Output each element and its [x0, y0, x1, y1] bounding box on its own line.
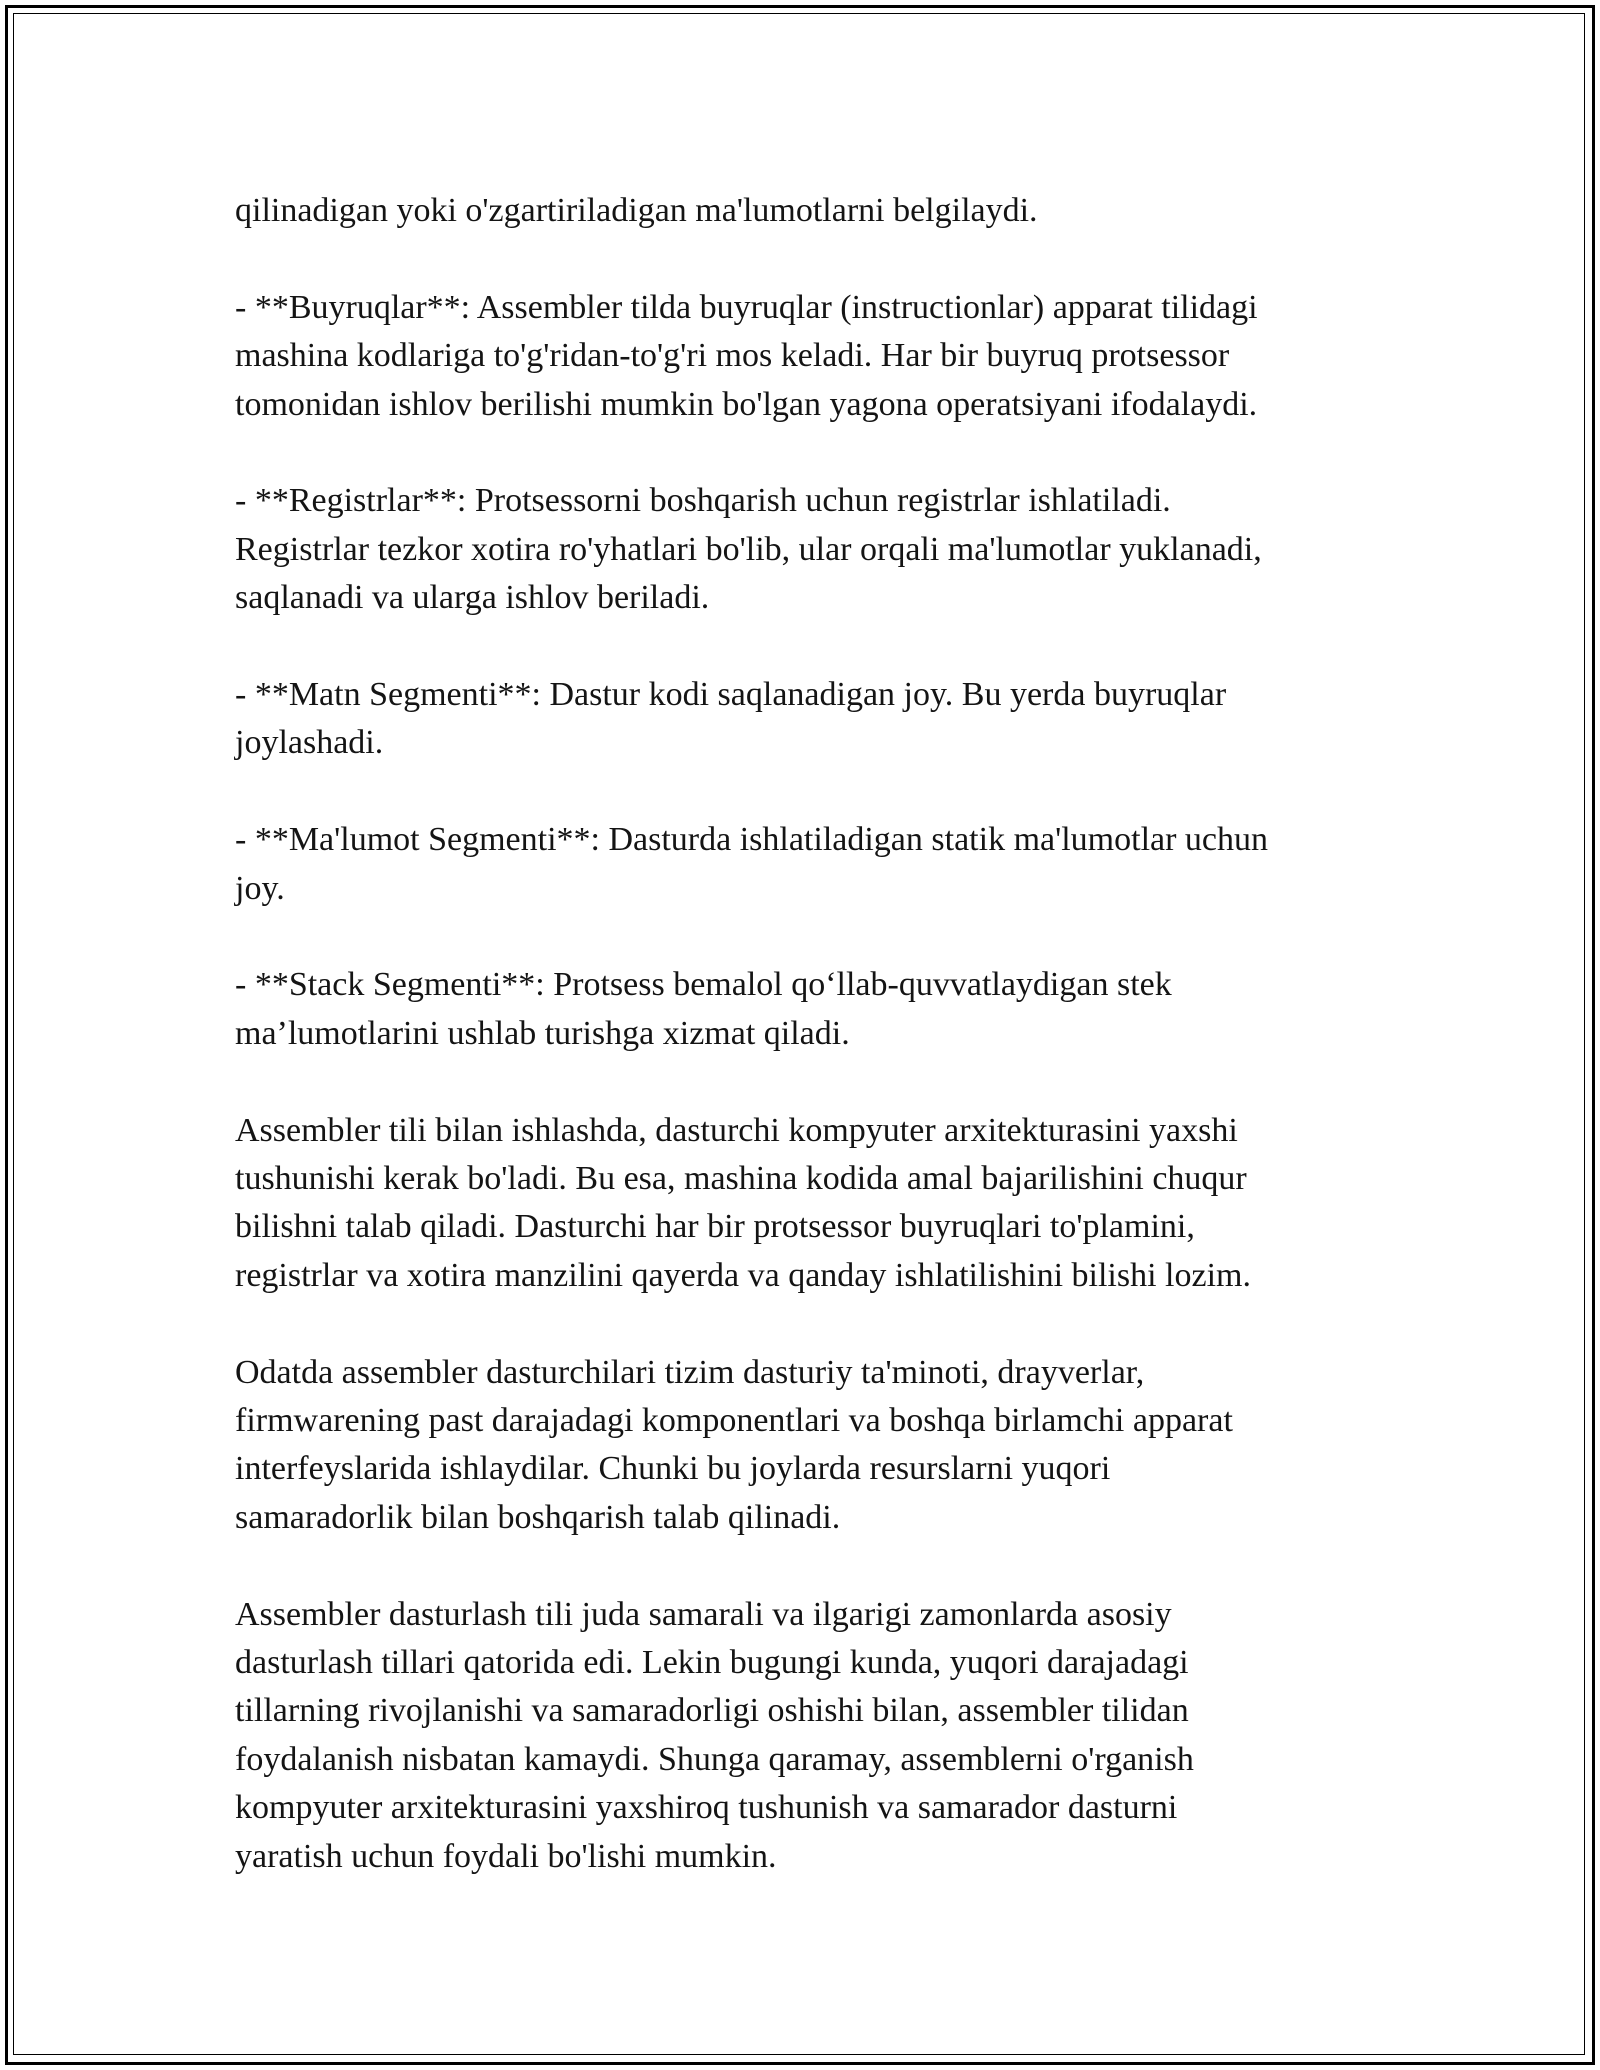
paragraph-arxitektura: Assembler tili bilan ishlashda, dasturchi kompyuter arxitekturasini yaxshi tushunishi kerak bo'ladi. Bu esa, mashina kodida amal bajarilishini chuqur bilishni talab qiladi. Dasturchi har bir protsessor buyruqlari to'plamini, registrlar va xotira manzilini qayerda va qanday ishlatilishini bilishi lozim. [235, 1111, 1251, 1294]
paragraph-tizim-dasturiy: Odatda assembler dasturchilari tizim dasturiy ta'minoti, drayverlar, firmwarening past darajadagi komponentlari va boshqa birlamchi apparat interfeyslarida ishlaydilar. Chunki bu joylarda resurslarni yuqori samaradorlik bilan boshqarish talab qilinadi. [235, 1353, 1233, 1536]
paragraph-registrlar: - **Registrlar**: Protsessorni boshqarish uchun registrlar ishlatiladi. Registrlar tezkor xotira ro'yhatlari bo'lib, ular orqali ma'lumotlar yuklanadi, saqlanadi va ularga ishlov beriladi. [235, 482, 1262, 617]
paragraph-buyruqlar: - **Buyruqlar**: Assembler tilda buyruqlar (instructionlar) apparat tilidagi mashina kodlariga to'g'ridan-to'g'ri mos keladi. Har bir buyruq protsessor tomonidan ishlov berilishi mumkin bo'lgan yagona operatsiyani ifodalaydi. [235, 288, 1258, 423]
document-body [235, 187, 1365, 1881]
paragraph-continuation: qilinadigan yoki o'zgartiriladigan ma'lumotlarni belgilaydi. [235, 192, 1038, 229]
paragraph-malumot-segmenti: - **Ma'lumot Segmenti**: Dasturda ishlatiladigan statik ma'lumotlar uchun joy. [235, 821, 1269, 907]
paragraph-matn-segmenti: - **Matn Segmenti**: Dastur kodi saqlanadigan joy. Bu yerda buyruqlar joylashadi. [235, 676, 1227, 762]
paragraph-stack-segmenti: - **Stack Segmenti**: Protsess bemalol qo‘llab-quvvatlaydigan stek ma’lumotlarini ushlab turishga xizmat qiladi. [235, 966, 1172, 1052]
paragraph-xulosa: Assembler dasturlash tili juda samarali va ilgarigi zamonlarda asosiy dasturlash tillari qatorida edi. Lekin bugungi kunda, yuqori darajadagi tillarning rivojlanishi va samaradorligi oshishi bilan, assembler tilidan foydalanish nisbatan kamaydi. Shunga qaramay, assemblerni o'rganish kompyuter arxitekturasini yaxshiroq tushunish va samarador dasturni yaratish uchun foydali bo'lishi mumkin. [235, 1595, 1194, 1875]
